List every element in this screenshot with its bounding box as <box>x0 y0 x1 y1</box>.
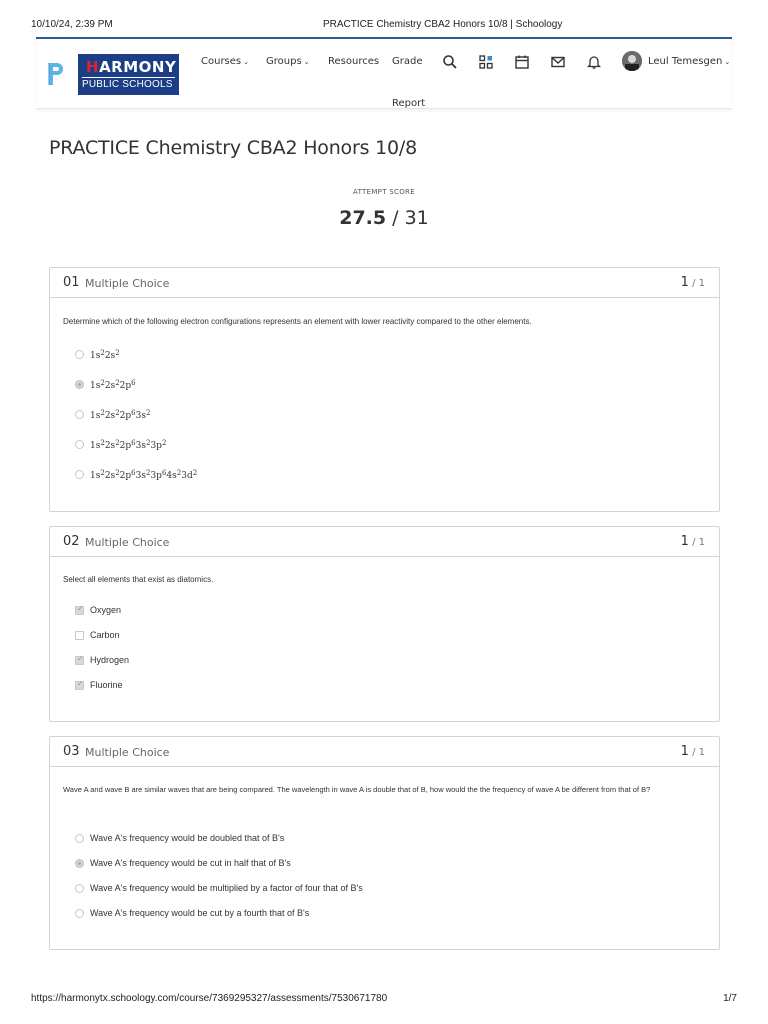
orbital-electron-count: 2 <box>100 409 105 417</box>
orbital-label: 1s <box>90 411 101 421</box>
orbital-label: 3s <box>135 411 146 421</box>
orbital-label: 3p <box>150 441 162 451</box>
orbital-label: 2p <box>119 441 132 451</box>
mail-icon[interactable] <box>550 54 566 70</box>
schoology-logo-icon[interactable] <box>46 61 66 87</box>
answer-option-label: Wave A's frequency would be cut by a fourth that of B's <box>90 908 310 918</box>
orbital-label: 1s <box>90 471 101 481</box>
orbital-electron-count: 2 <box>176 469 182 477</box>
radio-button[interactable] <box>75 410 84 419</box>
print-url: https://harmonytx.schoology.com/course/7369295327/assessments/7530671780 <box>31 993 388 1004</box>
question-card-02 <box>49 526 720 722</box>
orbital-electron-count: 6 <box>161 469 167 477</box>
answer-option-label <box>90 409 150 421</box>
question-header <box>50 527 719 557</box>
orbital-label: 4s <box>166 471 177 481</box>
nav-groups[interactable]: Groups ⌄ <box>266 56 310 67</box>
checkbox[interactable] <box>75 656 84 665</box>
logo-divider <box>82 77 175 78</box>
question-card-01 <box>49 267 720 512</box>
radio-button[interactable] <box>75 834 84 843</box>
chevron-down-icon: ⌄ <box>243 58 249 66</box>
orbital-electron-count: 2 <box>100 379 105 387</box>
nav-courses[interactable]: Courses ⌄ <box>201 56 249 67</box>
bell-icon[interactable] <box>586 54 602 70</box>
harmony-logo-subtitle: PUBLIC SCHOOLS <box>82 79 173 90</box>
orbital-label: 2s <box>104 381 116 391</box>
question-type: Multiple Choice <box>85 536 170 549</box>
harmony-logo[interactable] <box>78 54 179 95</box>
orbital-label: 2p <box>119 381 132 391</box>
orbital-electron-count: 2 <box>100 439 105 447</box>
orbital-label: 3s <box>135 441 146 451</box>
answer-option-label: Wave A's frequency would be multiplied by a factor of four that of B's <box>90 883 363 893</box>
question-number: 01 <box>63 275 80 290</box>
orbital-electron-count: 2 <box>145 439 151 447</box>
calendar-icon[interactable] <box>514 54 530 70</box>
orbital-electron-count: 2 <box>100 349 105 357</box>
radio-button[interactable] <box>75 909 84 918</box>
orbital-label: 3p <box>150 471 162 481</box>
orbital-label: 1s <box>90 351 101 361</box>
chevron-down-icon: ⌄ <box>724 58 731 66</box>
checkbox[interactable] <box>75 631 84 640</box>
user-menu[interactable]: Leul Temesgen ⌄ <box>648 56 731 67</box>
radio-button[interactable] <box>75 440 84 449</box>
orbital-electron-count: 6 <box>131 439 136 447</box>
orbital-electron-count: 2 <box>145 469 151 477</box>
question-score: 1 / 1 <box>680 744 705 759</box>
answer-option-label: Wave A's frequency would be cut in half that of B's <box>90 858 291 868</box>
radio-button[interactable] <box>75 380 84 389</box>
answer-option-label: Wave A's frequency would be doubled that of B's <box>90 833 285 843</box>
question-card-03 <box>49 736 720 950</box>
orbital-electron-count: 2 <box>145 409 151 417</box>
question-text: Wave A and wave B are similar waves that are being compared. The wavelength in wave A is double that of B, how would the the frequency of wave A be different from that of B? <box>63 785 651 794</box>
question-header <box>50 268 719 298</box>
orbital-label: 3s <box>135 471 146 481</box>
question-type: Multiple Choice <box>85 277 170 290</box>
orbital-electron-count: 2 <box>115 349 120 357</box>
orbital-electron-count: 2 <box>161 439 167 447</box>
question-type: Multiple Choice <box>85 746 170 759</box>
radio-button[interactable] <box>75 884 84 893</box>
question-text: Determine which of the following electron configurations represents an element with lower reactivity compared to the other elements. <box>63 317 532 326</box>
answer-option-label <box>90 439 166 451</box>
nav-grade[interactable]: Grade <box>392 56 423 67</box>
print-footer <box>31 993 737 1007</box>
question-number: 03 <box>63 744 80 759</box>
nav-resources[interactable]: Resources <box>328 56 380 67</box>
answer-option-label <box>90 379 136 391</box>
question-score: 1 / 1 <box>680 275 705 290</box>
print-datetime: 10/10/24, 2:39 PM <box>31 19 113 30</box>
orbital-electron-count: 6 <box>131 379 136 387</box>
chevron-down-icon: ⌄ <box>303 58 310 66</box>
answer-option-label: Oxygen <box>90 605 122 615</box>
orbital-electron-count: 2 <box>192 469 198 477</box>
orbital-electron-count: 2 <box>115 409 120 417</box>
answer-option-label: Fluorine <box>90 680 123 690</box>
orbital-label: 1s <box>90 381 101 391</box>
answer-option-label: Hydrogen <box>90 655 130 665</box>
nav-grade-report[interactable]: Report <box>392 98 426 109</box>
checkbox[interactable] <box>75 606 84 615</box>
orbital-label: 2p <box>119 471 132 481</box>
orbital-electron-count: 2 <box>115 439 120 447</box>
page-title: PRACTICE Chemistry CBA2 Honors 10/8 <box>49 137 417 159</box>
attempt-score-label: ATTEMPT SCORE <box>353 188 415 196</box>
question-score: 1 / 1 <box>680 534 705 549</box>
user-avatar-icon <box>622 51 642 71</box>
radio-button[interactable] <box>75 350 84 359</box>
question-header <box>50 737 719 767</box>
checkbox[interactable] <box>75 681 84 690</box>
answer-option-label: Carbon <box>90 630 120 640</box>
print-header <box>31 19 737 33</box>
orbital-electron-count: 2 <box>115 469 120 477</box>
answer-option-label <box>90 469 197 481</box>
question-number: 02 <box>63 534 80 549</box>
orbital-electron-count: 6 <box>131 469 136 477</box>
search-icon[interactable] <box>442 54 458 70</box>
orbital-label: 3d <box>181 471 193 481</box>
attempt-score: 27.5 / 31 <box>339 207 429 229</box>
orbital-label: 2s <box>104 471 116 481</box>
apps-icon[interactable] <box>478 54 494 70</box>
print-page-number: 1/7 <box>723 993 737 1004</box>
orbital-label: 2s <box>104 411 116 421</box>
orbital-label: 2s <box>104 441 116 451</box>
question-text: Select all elements that exist as diatomics. <box>63 575 214 584</box>
avatar[interactable] <box>622 51 642 71</box>
orbital-electron-count: 2 <box>100 469 105 477</box>
orbital-electron-count: 6 <box>131 409 136 417</box>
radio-button[interactable] <box>75 470 84 479</box>
orbital-label: 2s <box>104 351 116 361</box>
orbital-label: 1s <box>90 441 101 451</box>
radio-button[interactable] <box>75 859 84 868</box>
top-navigation <box>36 37 732 109</box>
answer-option-label <box>90 349 120 361</box>
harmony-logo-wordmark: HARMONY <box>86 58 177 76</box>
print-doc-title: PRACTICE Chemistry CBA2 Honors 10/8 | Schoology <box>323 19 563 30</box>
orbital-electron-count: 2 <box>115 379 120 387</box>
orbital-label: 2p <box>119 411 132 421</box>
